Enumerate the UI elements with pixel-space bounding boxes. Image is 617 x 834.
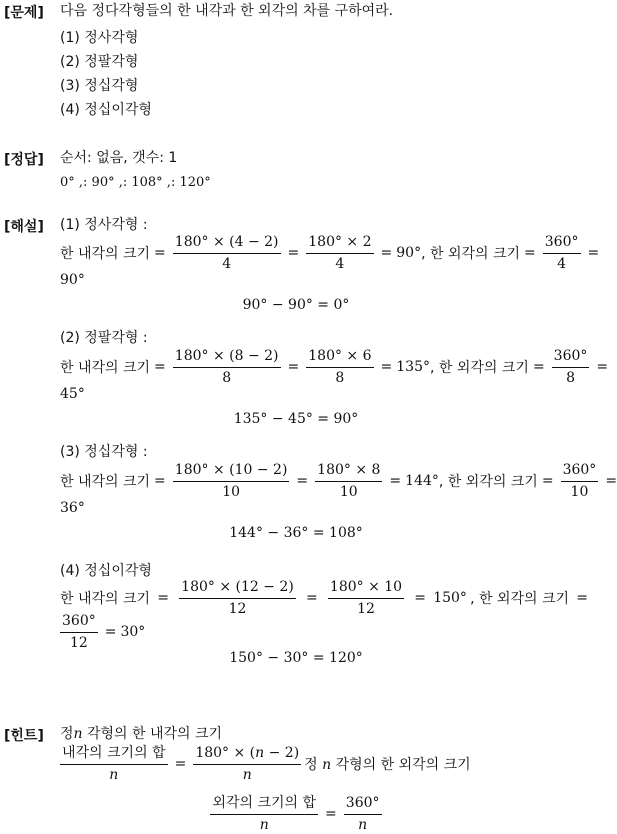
outer-prefix: , 한 외각의 크기 bbox=[421, 246, 521, 262]
difference-line: 90° − 90° = 0° bbox=[242, 297, 350, 313]
fraction: $\frac{180^\circ \times (10 - 2)}{10}$ bbox=[174, 461, 288, 500]
problem-item: (1) 정사각형 bbox=[60, 30, 139, 46]
fraction: $\frac{180^\circ \times 2}{4}$ bbox=[308, 233, 372, 272]
inner-result: 90° bbox=[396, 245, 422, 261]
solution-part-title: (2) 정팔각형 : bbox=[60, 330, 148, 346]
solution-part-title: (1) 정사각형 : bbox=[60, 217, 148, 233]
hint-line2: 정 n 각형의 한 외각의 크기 bbox=[304, 757, 471, 773]
problem-item: (2) 정팔각형 bbox=[60, 54, 139, 70]
inner-result: 150° bbox=[433, 590, 467, 606]
fraction: $\frac{\text{내각의 크기의 합}}{n}$ bbox=[62, 744, 166, 783]
fraction: $\frac{180^\circ \times 10}{12}$ bbox=[329, 578, 403, 617]
fraction: $\frac{180^\circ \times 6}{8}$ bbox=[308, 347, 372, 386]
fraction: $\frac{360^\circ}{n}$ bbox=[345, 794, 380, 833]
difference-line: 150° − 30° = 120° bbox=[229, 650, 363, 666]
inner-prefix: 한 내각의 크기 bbox=[60, 591, 151, 607]
inner-prefix: 한 내각의 크기 bbox=[60, 474, 151, 490]
solution-part-title: (4) 정십이각형 bbox=[60, 563, 152, 579]
inner-prefix: 한 내각의 크기 bbox=[60, 246, 151, 262]
hint-line1: 정n 각형의 한 내각의 크기 bbox=[60, 726, 223, 742]
outer-result: 90° bbox=[60, 272, 85, 288]
fraction: $\frac{360^\circ}{10}$ bbox=[562, 461, 597, 500]
solution-part-equation: 한 내각의 크기 = $\frac{180^\circ \times (12 - 2)}{12}$ = $\frac{180^\circ \times 10}{12}$ = 150° , 한 외각의 크기 = bbox=[60, 578, 588, 617]
hint-formula-row: $\frac{\text{내각의 크기의 합}}{n}$ = $\frac{180^\circ \times (n - 2)}{n}$ 정 n 각형의 한 외각의 크기 bbox=[62, 744, 471, 783]
solution-part-equation-cont: $\frac{360^\circ}{12}$ = 30° bbox=[62, 612, 146, 651]
fraction: $\frac{180^\circ \times (12 - 2)}{12}$ bbox=[181, 578, 294, 617]
outer-result: 36° bbox=[60, 500, 85, 516]
outer-prefix: , 한 외각의 크기 bbox=[438, 474, 538, 490]
fraction: $\frac{180^\circ \times (8 - 2)}{8}$ bbox=[174, 347, 279, 386]
solution-part-title: (3) 정십각형 : bbox=[60, 444, 148, 460]
problem-label: [문제] bbox=[4, 5, 44, 21]
outer-result: 30° bbox=[120, 624, 146, 640]
inner-result: 144° bbox=[405, 473, 439, 489]
fraction: $\frac{180^\circ \times 8}{10}$ bbox=[317, 461, 381, 500]
inner-result: 135° bbox=[396, 359, 430, 375]
problem-text: 다음 정다각형들의 한 내각과 한 외각의 차를 구하여라. bbox=[60, 3, 394, 19]
solution-part-equation: 한 내각의 크기 = $\frac{180^\circ \times (10 - 2)}{10}$ = $\frac{180^\circ \times 8}{10}$ = 144° , 한 외각의 크기 = $\frac{360^\circ}{10}$ = bbox=[60, 461, 617, 500]
solution-part-equation: 한 내각의 크기 = $\frac{180^\circ \times (4 - 2)}{4}$ = $\frac{180^\circ \times 2}{4}$ = 90° , 한 외각의 크기 = $\frac{360^\circ}{4}$ = bbox=[60, 233, 600, 272]
outer-result: 45° bbox=[60, 386, 85, 402]
difference-line: 135° − 45° = 90° bbox=[233, 411, 359, 427]
fraction: $\frac{180^\circ \times (n - 2)}{n}$ bbox=[195, 744, 300, 783]
fraction: $\frac{360^\circ}{4}$ bbox=[544, 233, 579, 272]
answer-values: 0° ,: 90° ,: 108° ,: 120° bbox=[60, 175, 211, 190]
problem-item: (3) 정십각형 bbox=[60, 78, 139, 94]
inner-prefix: 한 내각의 크기 bbox=[60, 360, 151, 376]
outer-prefix: , 한 외각의 크기 bbox=[429, 360, 529, 376]
fraction: $\frac{360^\circ}{12}$ bbox=[62, 612, 96, 651]
fraction: $\frac{180^\circ \times (4 - 2)}{4}$ bbox=[174, 233, 279, 272]
fraction: $\frac{\text{외각의 크기의 합}}{n}$ bbox=[212, 794, 317, 833]
hint-outer-formula: $\frac{\text{외각의 크기의 합}}{n}$ = $\frac{360^\circ}{n}$ bbox=[212, 794, 380, 833]
answer-label: [정답] bbox=[4, 152, 44, 168]
solution-part-equation: 한 내각의 크기 = $\frac{180^\circ \times (8 - 2)}{8}$ = $\frac{180^\circ \times 6}{8}$ = 135° , 한 외각의 크기 = $\frac{360^\circ}{8}$ = bbox=[60, 347, 609, 386]
problem-item: (4) 정십이각형 bbox=[60, 102, 152, 118]
hint-label: [힌트] bbox=[4, 728, 44, 744]
solution-label: [해설] bbox=[4, 219, 44, 235]
answer-meta: 순서: 없음, 갯수: 1 bbox=[60, 150, 178, 166]
difference-line: 144° − 36° = 108° bbox=[229, 525, 363, 541]
outer-prefix: , 한 외각의 크기 bbox=[470, 591, 570, 607]
fraction: $\frac{360^\circ}{8}$ bbox=[553, 347, 588, 386]
